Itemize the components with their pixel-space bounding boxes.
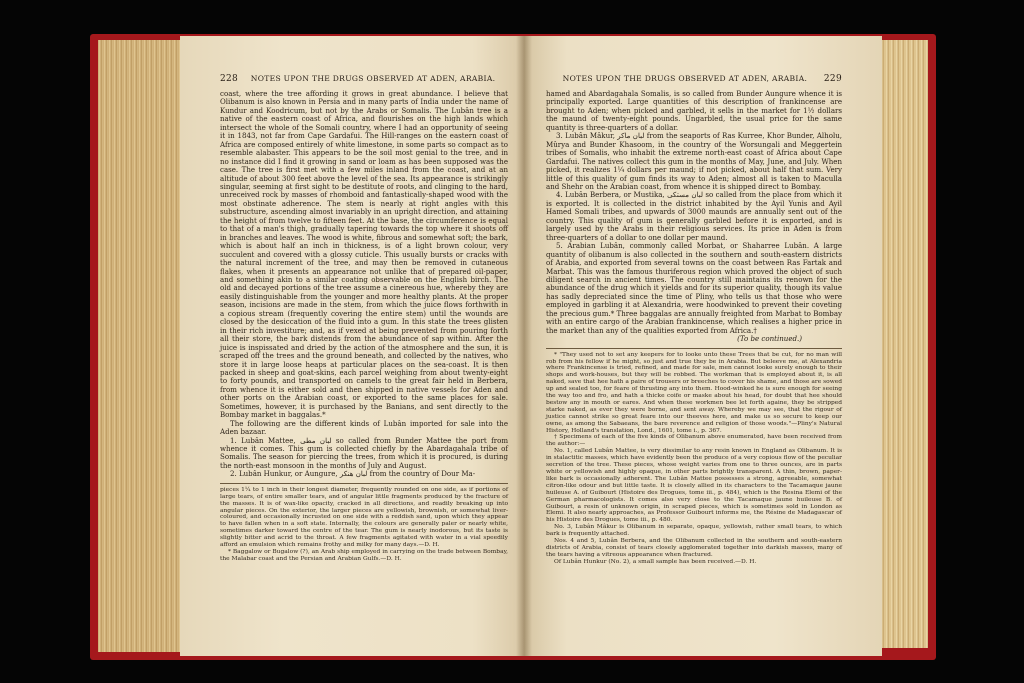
paragraph: hamed and Abardagahala Somalis, is so called from Bunder Aungure whence it is principally exported. Large quantities of this description of frankincense are brought to Aden; when picked and garbled, it sells in the market for 1½ dollars the maund of twenty-eight pounds. Ungarbled, the usual price for the same quantity is three-quarters of a dollar. bbox=[546, 89, 842, 132]
right-body-text bbox=[546, 90, 842, 344]
right-page bbox=[524, 36, 882, 656]
footnote: † Specimens of each of the five kinds of Olibanum above enumerated, have been received from the author:— bbox=[546, 434, 842, 448]
footnote: * "They used not to set any keepers for to looke unto these Trees that be cut, for no man will rob from his fellow if he might, so just and true they be in Arabia. But beleeve me, at Alexandria where Frankincense is tried, refined, and made for sale, men cannot looke surely enough to their shops and work-houses, but they will be robbed. The workman that is employed about it, is all naked, save that hee hath a paire of trousers or breeches to cover his shame, and those are sowed up and sealed too, for feare of thrusting any into them. Hood-winked he is sure enough for seeing the way too and fro, and hath a thicke coife or maske about his head, for doubt that hee should bestow any in mouth or eares. And when these workmen bee let forth againe, they be stripped starke naked, as ever they were borne, and sent away. Whereby we may see, that the rigour of justice cannot strike so great feare into our theeves here, and make us so secure to keep our owne, as among the Sabaeans, the bare reverence and religion of those woods."—Pliny's Natural History, Holland's translation, Lond., 1601, tome i., p. 367. bbox=[546, 351, 842, 434]
paragraph: 5. Arabian Lubân, commonly called Morbat, or Shaharree Lubân. A large quantity of olibanum is also collected in the southern and south-eastern districts of Arabia, and exported from several towns on the coast between Ras Fartak and Marbat. This was the famous thuriferous region which proved the object of such diligent search in ancient times. The country still maintains its renown for the abundance of the drug which it yields and for its superior quality, though its value has sadly depreciated since the time of Pliny, who tells us that those who were employed in garbling it at Alexandria, were hoodwinked to prevent their coveting the precious gum.* Three baggalas are annually freighted from Marbat to Bombay with an entire cargo of the Arabian frankincense, which realises a higher price in the market than any of the qualities exported from Africa.† bbox=[546, 241, 842, 335]
footnote: pieces 1¼ to 1 inch in their longest diameter, frequently rounded on one side, as if portions of large tears, of entire smaller tears, and of angular little fragments produced by the fracture of the masses. It is of wax-like opacity, cracked in all directions, and readily breaking up into angular pieces. On the exterior, the larger pieces are yellowish, brownish, or somewhat liver-coloured, and occasionally incrusted on one side with a reddish sand, upon which they appear to have fallen when in a soft state. Internally, the colours are generally paler or nearly white, sometimes darker toward the centre of the tear. The gum is nearly inodorous, but its taste is slightly bitter and acrid to the throat. A few fragments agitated with water in a vial speedily afford an emulsion which remains frothy and milky for many days.—D. H. bbox=[220, 486, 508, 549]
footnote: No. 1, called Lubân Mattee, is very dissimilar to any resin known in England as Olibanum. It is in stalactitic masses, which have evidently been the produce of a very copious flow of the peculiar secretion of the tree. These pieces, whose weight varies from one to three ounces, are in parts white or yellowish and highly opaque, in other parts brightly transparent. A thin, brown, paper-like bark is occasionally adherent. The Lubân Mattee possesses a strong, agreeable, somewhat citron-like odour and but little taste. It is closely allied in its characters to the Tacamaque jaune huileuse A. of Guibourt (Histoire des Drogues, tome iii., p. 484), which is the Resina Elemi of the German pharmacologists. It comes also very close to the Tacamaque jaune huileuse B. of Guibourt, a resin of unknown origin, in scraped pieces, which is sometimes sold in London as Elemi. It also nearly approaches, as Professor Guibourt informs me, the Résine de Madagascar of his Histoire des Drogues, tome iii., p. 480. bbox=[546, 448, 842, 524]
book-gutter bbox=[516, 36, 532, 656]
paragraph: The following are the different kinds of Lubân imported for sale into the Aden bazaar. bbox=[220, 418, 508, 437]
left-footnotes bbox=[220, 487, 508, 563]
running-title: NOTES UPON THE DRUGS OBSERVED AT ADEN, ARABIA. bbox=[562, 74, 808, 83]
footnote-rule bbox=[220, 483, 508, 484]
left-body-text bbox=[220, 90, 508, 479]
paragraph: 4. Lubân Berbera, or Mustika, لبان مستكى so called from the place from which it is exported. It is collected in the district inhabited by the Ayil Yunis and Ayil Hamed Somali tribes, and upwards of 3000 maunds are annually sent out of the country. This quality of gum is generally garbled before it is exported, and is largely used by the Arabs in their religious services. Its price in Aden is from three-quarters of a dollar to one dollar per maund. bbox=[546, 190, 843, 242]
paragraph: coast, where the tree affording it grows in great abundance. I believe that Olibanum is also known in Persia and in many parts of India under the name of Kundur and Koodricum, but not by the Arabs or Somalis. The Lubân tree is a native of the eastern coast of Africa, and flourishes on the high lands which intersect the whole of the Somali country, where I had an opportunity of seeing it in 1843, not far from Cape Gardafui. The Hill-ranges on the eastern coast of Africa are composed entirely of white limestone, in some parts so compact as to resemble alabaster. This appears to be the soil most genial to the tree, and in no instance did I find it growing in sand or loam as has been supposed was the case. The tree is first met with a few miles inland from the coast, and at an altitude of about 300 feet above the level of the sea. Its appearance is strikingly singular, seeming at first sight to be destitute of roots, and clinging to the hard, unreceived rock by masses of rhomboid and fantastically-shaped wood with the most obstinate adherence. The stem is nearly at right angles with this substructure, ascending almost invariably in an upright direction, and attaining the height of from twelve to fifteen feet. At the base, the circumference is equal to that of a man's thigh, gradually tapering towards the top where it shoots off in branches and leaves. The wood is white, fibrous and somewhat soft; the bark, which is about half an inch in thickness, is of a light brown colour, very succulent and covered with a glossy cuticle. This usually bursts or cracks with the natural increment of the tree, and may then be removed in cutaneous flakes, when it presents an appearance not unlike that of prepared oil-paper, and something akin to a similar coating observable on the English birch. The old and decayed portions of the tree assume a cinereous hue, whereby they are easily distinguishable from the younger and more healthy plants. At the proper season, incisions are made in the stem, from which the juice flows forthwith in a copious stream (frequently covering the entire stem) until the wounds are closed by the desiccation of the fluid into a gum. In this state the trees glisten in their rich investiture; and, as if vexed at being prevented from pouring forth all their store, the bark distends from the abundance of sap within. After the juice is inspissated and dried by the action of the atmosphere and the sun, it is scraped off the trees and the ground beneath, and collected by the natives, who store it in large loose heaps at particular places on the sea-coast. It is then packed in sheep and goat-skins, each parcel weighing from about twenty-eight to forty pounds, and transported on camels to the great fair held in Berbera, from whence it is either sold and then shipped in native vessels for Aden and other ports on the Arabian coast, or exported to the same places for sale. Sometimes, however, it is purchased by the Banians, and sent directly to the Bombay market in baggalas.* bbox=[220, 89, 508, 420]
right-running-head bbox=[546, 74, 842, 84]
page-edges-right bbox=[880, 40, 928, 648]
footnote: Of Lubân Hunkur (No. 2), a small sample has been received.—D. H. bbox=[554, 558, 757, 565]
left-page bbox=[180, 36, 524, 656]
page-number: 228 bbox=[220, 74, 239, 84]
footnote: Nos. 4 and 5, Lubân Berbera, and the Olibanum collected in the southern and south-eastern districts of Arabia, consist of tears closely agglomerated together into darkish masses, many of the tears having a vitreous appearance when fractured. bbox=[546, 538, 842, 558]
footnote: No. 3, Lubân Mâkur is Olibanum in separate, opaque, yellowish, rather small tears, to which bark is frequently attached. bbox=[546, 524, 842, 538]
page-number: 229 bbox=[823, 74, 842, 84]
footnote: * Baggalow or Bugalow (?), an Arab ship employed in carrying on the trade between Bombay, the Malabar coast and the Persian and Arabian Gulfs.—D. H. bbox=[220, 549, 508, 562]
footnote-rule bbox=[546, 348, 842, 349]
paragraph: 3. Lubân Mâkur, لبان ماكر from the seaports of Ras Kurree, Khor Bunder, Alholu, Mûrya and Bunder Khasoom, in the country of the Worsungali and Meggertein tribes of Somalis, who inhabit the extreme north-east coast of Africa about Cape Gardafui. The natives collect this gum in the months of May, June, and July. When picked, it realizes 1¼ dollars per maund; if not picked, about half that sum. Very little of this quality of gum finds its way to Aden; almost all is taken to Maculla and Shehr on the Arabian coast, from whence it is shipped direct to Bombay. bbox=[546, 131, 842, 191]
continued-note: (To be continued.) bbox=[737, 334, 802, 344]
page-edges-left bbox=[98, 40, 184, 652]
running-title: NOTES UPON THE DRUGS OBSERVED AT ADEN, ARABIA. bbox=[250, 74, 496, 83]
paragraph: 2. Lubân Hunkur, or Aungure, لبان هنكر from the country of Dour Ma- bbox=[230, 469, 476, 479]
open-book bbox=[98, 36, 928, 656]
right-footnotes bbox=[546, 352, 842, 566]
left-running-head bbox=[220, 74, 508, 84]
paragraph: 1. Lubân Mattee, لبان مطى so called from Bunder Mattee the port from whence it comes. This gum is collected chiefly by the Abardagahala tribe of Somalis. The season for piercing the trees, from which it is procured, is during the north-east monsoon in the months of July and August. bbox=[220, 435, 508, 470]
